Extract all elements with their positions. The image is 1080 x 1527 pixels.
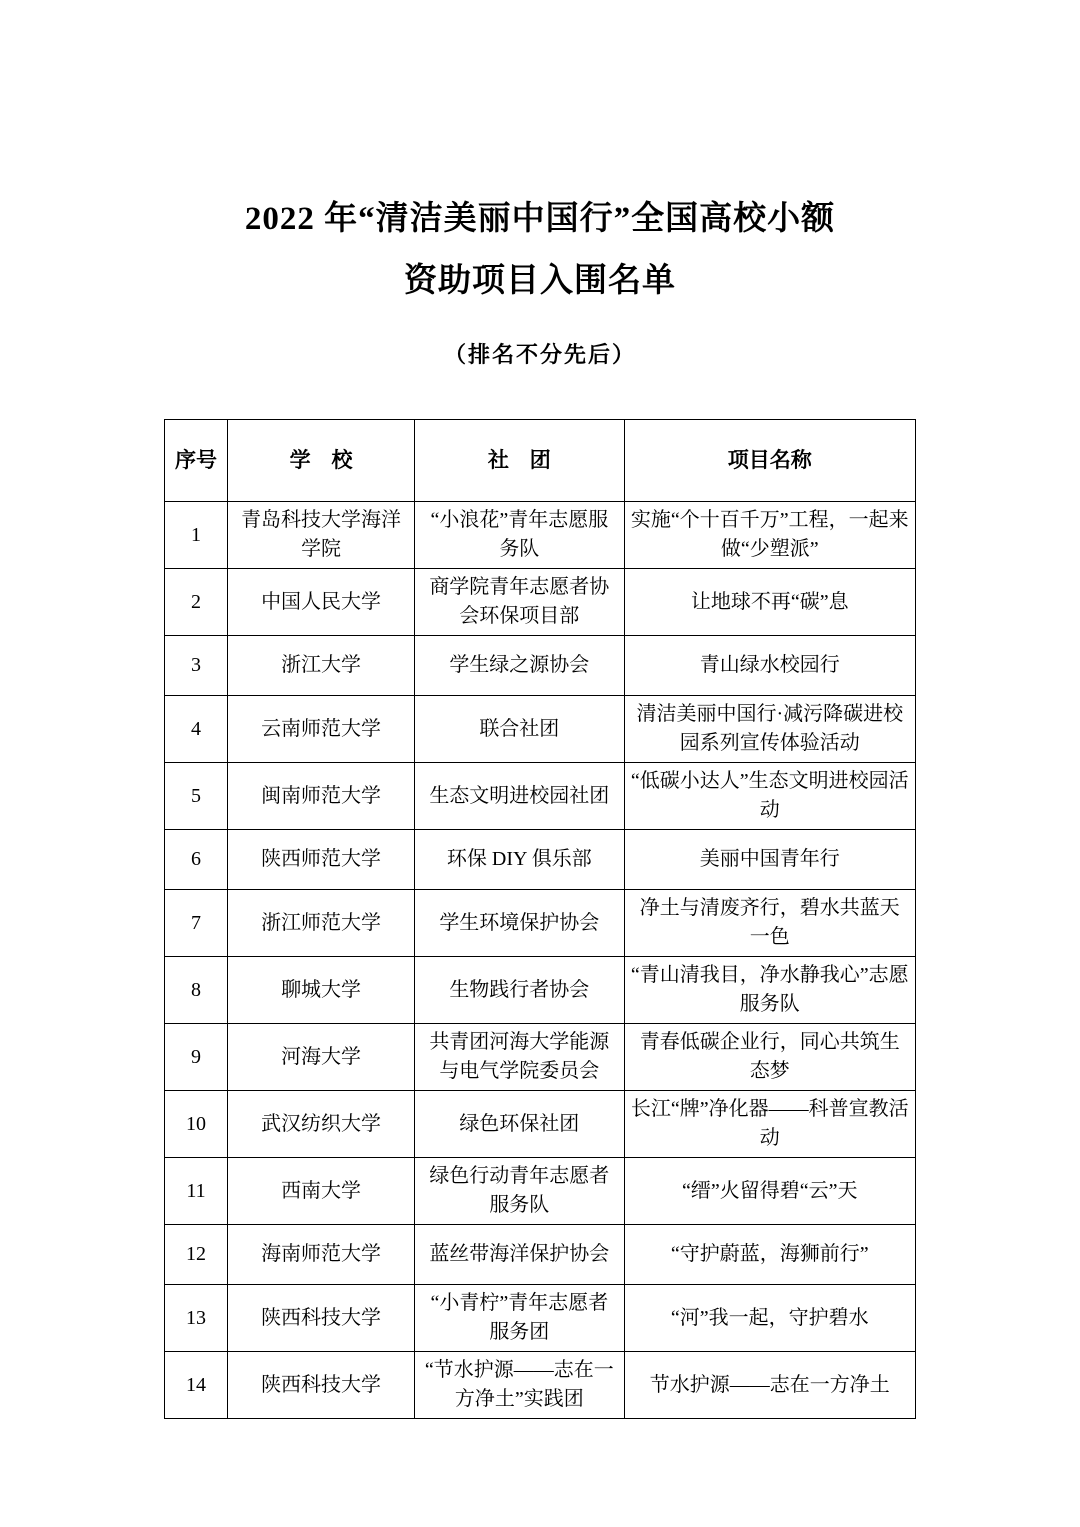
- cell-school: 浙江大学: [228, 636, 415, 696]
- cell-seq: 4: [165, 696, 228, 763]
- cell-project: 节水护源——志在一方净土: [624, 1352, 915, 1419]
- cell-seq: 2: [165, 569, 228, 636]
- cell-seq: 10: [165, 1091, 228, 1158]
- table-row: [165, 957, 916, 1024]
- cell-project: 清洁美丽中国行·减污降碳进校园系列宣传体验活动: [624, 696, 915, 763]
- cell-school: 陕西师范大学: [228, 830, 415, 890]
- cell-school: 陕西科技大学: [228, 1285, 415, 1352]
- cell-school: 聊城大学: [228, 957, 415, 1024]
- cell-club: 商学院青年志愿者协会环保项目部: [415, 569, 625, 636]
- table-header-row: [165, 420, 916, 502]
- header-project: 项目名称: [624, 420, 915, 502]
- cell-project: 实施“个十百千万”工程，一起来做“少塑派”: [624, 502, 915, 569]
- table-row: [165, 569, 916, 636]
- table-row: [165, 1225, 916, 1285]
- table-row: [165, 1091, 916, 1158]
- cell-school: 河海大学: [228, 1024, 415, 1091]
- cell-school: 海南师范大学: [228, 1225, 415, 1285]
- cell-school: 闽南师范大学: [228, 763, 415, 830]
- cell-project: “守护蔚蓝，海狮前行”: [624, 1225, 915, 1285]
- cell-seq: 8: [165, 957, 228, 1024]
- table-row: [165, 1352, 916, 1419]
- cell-club: 蓝丝带海洋保护协会: [415, 1225, 625, 1285]
- cell-club: 联合社团: [415, 696, 625, 763]
- cell-school: 西南大学: [228, 1158, 415, 1225]
- cell-seq: 11: [165, 1158, 228, 1225]
- cell-project: “缙”火留得碧“云”天: [624, 1158, 915, 1225]
- cell-project: 净土与清废齐行，碧水共蓝天一色: [624, 890, 915, 957]
- doc-title: [0, 0, 1080, 312]
- table-row: [165, 502, 916, 569]
- cell-project: “低碳小达人”生态文明进校园活动: [624, 763, 915, 830]
- cell-club: 共青团河海大学能源与电气学院委员会: [415, 1024, 625, 1091]
- cell-seq: 3: [165, 636, 228, 696]
- cell-school: 中国人民大学: [228, 569, 415, 636]
- cell-project: “青山清我目，净水静我心”志愿服务队: [624, 957, 915, 1024]
- header-club: 社 团: [415, 420, 625, 502]
- table-row: [165, 696, 916, 763]
- table-row: [165, 1024, 916, 1091]
- table-body: [165, 502, 916, 1419]
- doc-subtitle: （排名不分先后）: [443, 342, 636, 367]
- header-seq: 序号: [165, 420, 228, 502]
- cell-seq: 12: [165, 1225, 228, 1285]
- cell-project: 让地球不再“碳”息: [624, 569, 915, 636]
- table-row: [165, 763, 916, 830]
- table-row: [165, 830, 916, 890]
- doc-title-line-2: 资助项目入围名单: [404, 263, 676, 299]
- cell-school: 云南师范大学: [228, 696, 415, 763]
- cell-school: 浙江师范大学: [228, 890, 415, 957]
- cell-seq: 9: [165, 1024, 228, 1091]
- cell-seq: 14: [165, 1352, 228, 1419]
- cell-school: 陕西科技大学: [228, 1352, 415, 1419]
- cell-project: 美丽中国青年行: [624, 830, 915, 890]
- cell-school: 武汉纺织大学: [228, 1091, 415, 1158]
- cell-seq: 13: [165, 1285, 228, 1352]
- cell-project: 青春低碳企业行，同心共筑生态梦: [624, 1024, 915, 1091]
- cell-club: 学生绿之源协会: [415, 636, 625, 696]
- table-row: [165, 1158, 916, 1225]
- cell-project: 长江“牌”净化器——科普宣教活动: [624, 1091, 915, 1158]
- cell-club: 生物践行者协会: [415, 957, 625, 1024]
- cell-project: 青山绿水校园行: [624, 636, 915, 696]
- cell-club: “节水护源——志在一方净土”实践团: [415, 1352, 625, 1419]
- cell-seq: 7: [165, 890, 228, 957]
- cell-seq: 5: [165, 763, 228, 830]
- cell-club: 绿色环保社团: [415, 1091, 625, 1158]
- table-row: [165, 890, 916, 957]
- doc-title-line-1: 2022 年“清洁美丽中国行”全国高校小额: [244, 201, 836, 237]
- cell-seq: 6: [165, 830, 228, 890]
- cell-club: 学生环境保护协会: [415, 890, 625, 957]
- cell-seq: 1: [165, 502, 228, 569]
- cell-project: “河”我一起，守护碧水: [624, 1285, 915, 1352]
- cell-club: 环保 DIY 俱乐部: [415, 830, 625, 890]
- table-row: [165, 636, 916, 696]
- cell-club: 生态文明进校园社团: [415, 763, 625, 830]
- cell-club: “小浪花”青年志愿服务队: [415, 502, 625, 569]
- cell-club: “小青柠”青年志愿者服务团: [415, 1285, 625, 1352]
- header-school: 学 校: [228, 420, 415, 502]
- shortlist-table: [164, 419, 916, 1419]
- cell-club: 绿色行动青年志愿者服务队: [415, 1158, 625, 1225]
- cell-school: 青岛科技大学海洋学院: [228, 502, 415, 569]
- table-row: [165, 1285, 916, 1352]
